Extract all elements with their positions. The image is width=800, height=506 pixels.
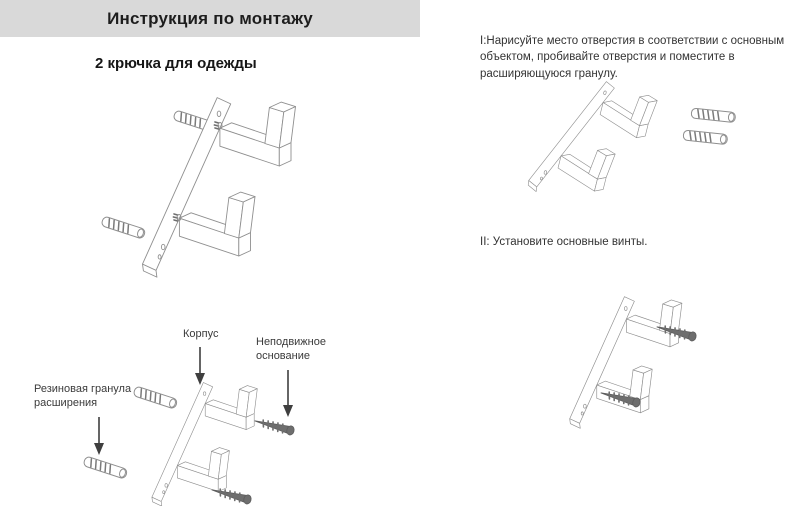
step2-diagram <box>520 272 790 440</box>
down-arrow-icon <box>281 369 295 419</box>
hook-plate-assembly-drawing <box>143 98 296 278</box>
expansion-plug-drawing <box>101 216 146 239</box>
expansion-plug-drawing <box>691 108 736 123</box>
expansion-plug-drawing <box>83 456 128 479</box>
hook-plate-assembly-drawing <box>570 297 682 429</box>
product-subtitle: 2 крючка для одежды <box>95 55 257 72</box>
expansion-plug-drawing <box>683 130 728 145</box>
step1-text: I:Нарисуйте место отверстия в соответствии с основным объектом, пробивайте отверстия и поместите в расширяющуюся гранулу. <box>480 35 785 80</box>
down-arrow-icon <box>193 346 207 386</box>
step1-diagram <box>480 66 790 224</box>
label-expansion-plug: Резиновая гранула расширения <box>34 383 132 410</box>
screw-drawing <box>254 416 296 435</box>
page-title: Инструкция по монтажу <box>107 8 313 28</box>
hook-plate-assembly-drawing <box>527 69 659 215</box>
step2-text: II: Установите основные винты. <box>480 236 648 248</box>
label-fixed-base: Неподвижное основание <box>256 336 326 363</box>
down-arrow-icon <box>92 416 106 456</box>
label-body: Корпус <box>183 328 219 340</box>
title-banner <box>0 0 420 37</box>
hooks-assembly-diagram <box>78 92 338 280</box>
